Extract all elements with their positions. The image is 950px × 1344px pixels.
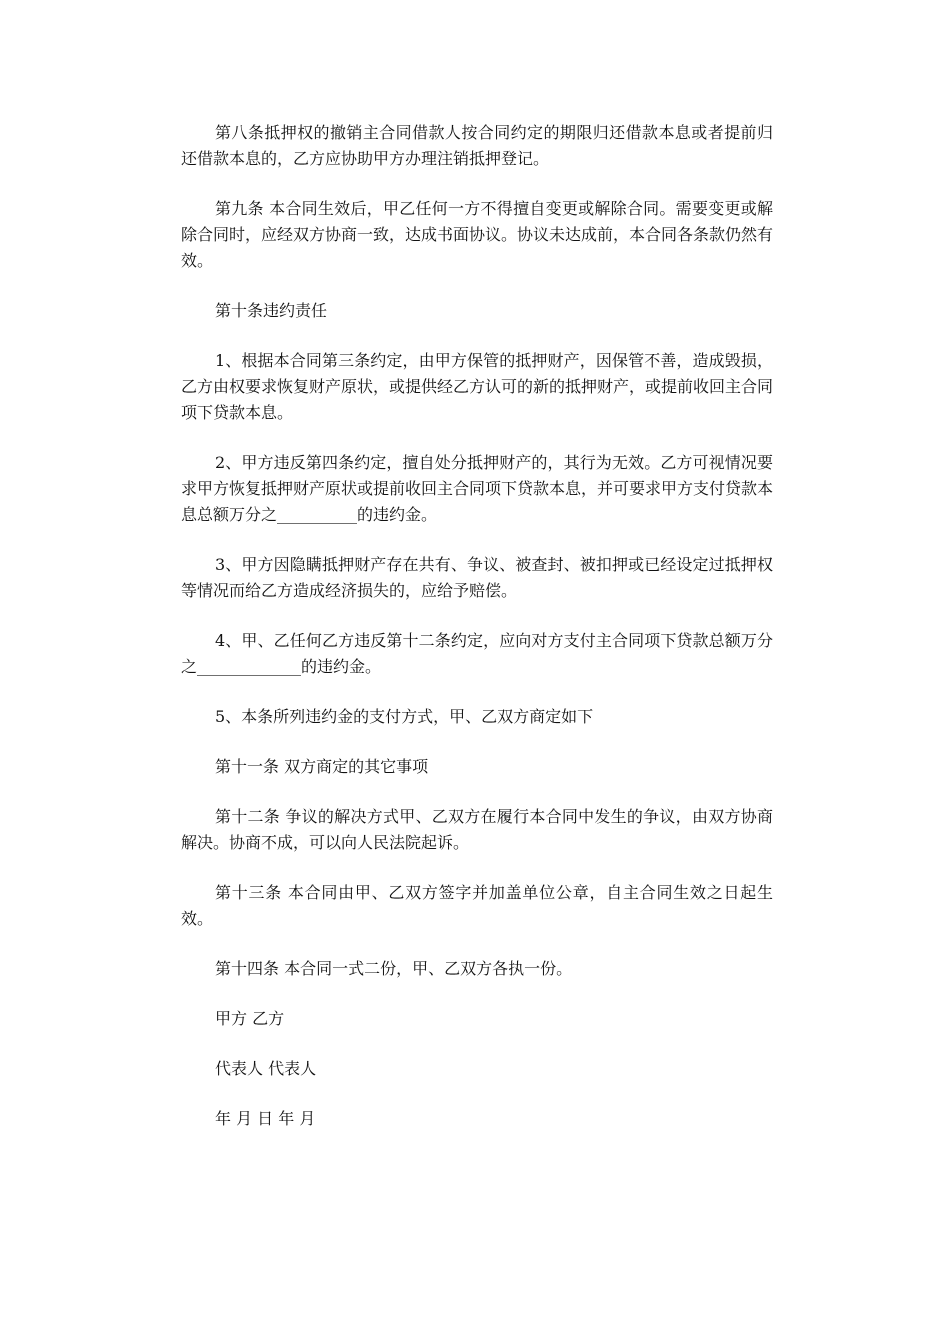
signature-representatives-line: 代表人 代表人 — [215, 1059, 317, 1078]
liability-item-3: 3、甲方因隐瞒抵押财产存在共有、争议、被查封、被扣押或已经设定过抵押权等情况而给乙方造成经济损失的，应给予赔偿。 — [181, 555, 773, 600]
signature-parties-line: 甲方 乙方 — [215, 1009, 285, 1028]
signature-date-line: 年 月 日 年 月 — [215, 1109, 316, 1128]
article-9-paragraph: 第九条 本合同生效后，甲乙任何一方不得擅自变更或解除合同。需要变更或解除合同时，应经双方协商一致，达成书面协议。协议未达成前，本合同各条款仍然有效。 — [181, 199, 774, 270]
article-14-paragraph: 第十四条 本合同一式二份，甲、乙双方各执一份。 — [215, 959, 573, 978]
article-12-paragraph: 第十二条 争议的解决方式甲、乙双方在履行本合同中发生的争议，由双方协商解决。协商不成，可以向人民法院起诉。 — [181, 807, 773, 852]
document-body — [181, 120, 773, 1156]
liability-item-4: 4、甲、乙任何乙方违反第十二条约定，应向对方支付主合同项下贷款总额万分之_____________的违约金。 — [181, 631, 773, 676]
liability-item-5: 5、本条所列违约金的支付方式，甲、乙双方商定如下 — [215, 707, 594, 726]
article-13-paragraph: 第十三条 本合同由甲、乙双方签字并加盖单位公章，自主合同生效之日起生效。 — [181, 883, 773, 928]
article-8-paragraph: 第八条抵押权的撤销主合同借款人按合同约定的期限归还借款本息或者提前归还借款本息的，乙方应协助甲方办理注销抵押登记。 — [181, 123, 773, 168]
liability-item-2: 2、甲方违反第四条约定，擅自处分抵押财产的，其行为无效。乙方可视情况要求甲方恢复抵押财产原状或提前收回主合同项下贷款本息，并可要求甲方支付贷款本息总额万分之__________的违约金。 — [181, 453, 774, 524]
article-11-paragraph: 第十一条 双方商定的其它事项 — [215, 757, 429, 776]
liability-item-1: 1、根据本合同第三条约定，由甲方保管的抵押财产，因保管不善，造成毁损，乙方由权要求恢复财产原状，或提供经乙方认可的新的抵押财产，或提前收回主合同项下贷款本息。 — [181, 351, 774, 422]
article-10-heading: 第十条违约责任 — [215, 301, 328, 320]
